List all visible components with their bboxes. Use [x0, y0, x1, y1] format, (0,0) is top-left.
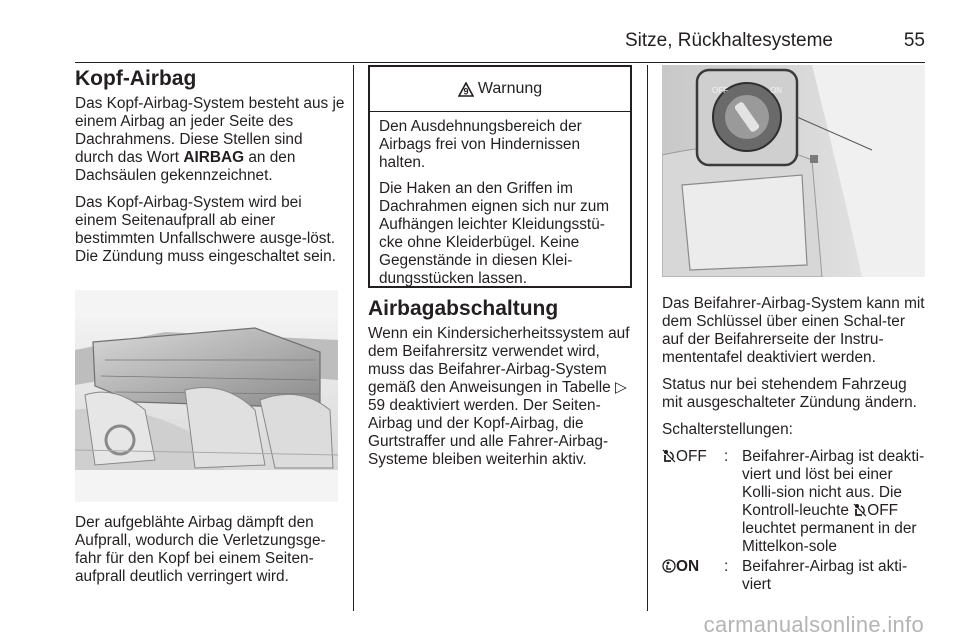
page-reference-arrow-icon: ▷: [615, 379, 627, 396]
photo-caption-block: [75, 514, 345, 595]
header-rule: [75, 62, 925, 63]
switch-desc-on: Beifahrer-Airbag ist akti-viert: [742, 558, 908, 593]
airbag-on-icon: [662, 559, 676, 573]
warning-paragraph-1: Den Ausdehnungsbereich der Airbags frei von Hindernissen halten.: [379, 118, 582, 171]
paragraph-status-change: Status nur bei stehendem Fahrzeug mit ausgeschalteter Zündung ändern.: [662, 376, 917, 411]
svg-text:OFF: OFF: [712, 86, 728, 95]
paragraph-switch-positions: Schalterstellungen:: [662, 421, 793, 438]
warning-triangle-icon: [458, 82, 474, 97]
column-divider-left: [353, 65, 354, 611]
column-2: [368, 297, 636, 478]
glovebox-switch-photo: [662, 65, 925, 277]
column-1: [75, 67, 345, 275]
warning-box: [368, 65, 632, 288]
svg-text:ON: ON: [770, 86, 782, 95]
column-divider-right: [647, 65, 648, 611]
heading-airbagabschaltung: Airbagabschaltung: [368, 297, 559, 320]
paragraph-key-switch: Das Beifahrer-Airbag-System kann mit dem Schlüssel über einen Schal-ter auf der Beifahrerseite der Instru-mententafel deaktiviert werden.: [662, 295, 925, 366]
page-reference[interactable]: 59: [368, 397, 386, 414]
switch-key-on: ON: [662, 558, 724, 594]
section-title: Sitze, Rückhaltesysteme: [624, 30, 833, 51]
page-number: 55: [903, 30, 925, 51]
page-header: [75, 30, 925, 62]
curtain-airbag-photo: [75, 290, 338, 502]
switch-key-off: OFF: [662, 448, 724, 556]
switch-row-on: ON : Beifahrer-Airbag ist akti-viert: [662, 558, 925, 594]
switch-row-off: OFF : Beifahrer-Airbag ist deakti-viert und löst bei einer Kolli-sion nicht aus. Die Kontroll-leuchte OFF leuchtet permanent in der Mittelkon-sole: [662, 448, 925, 556]
paragraph-deployment: Das Kopf-Airbag-System wird bei einem Seitenaufprall ab einer bestimmten Unfallschwere ausge-löst. Die Zündung muss eingeschaltet sein.: [75, 194, 336, 265]
warning-header: [370, 67, 630, 112]
switch-desc-off: Beifahrer-Airbag ist deakti-viert und löst bei einer Kolli-sion nicht aus. Die Kontroll-leuchte OFF leuchtet permanent in der Mittelkon-sole: [742, 448, 925, 555]
warning-body: [370, 112, 630, 288]
paragraph-intro: Das Kopf-Airbag-System besteht aus je einem Airbag an jeder Seite des Dachrahmens. Diese Stellen sind durch das Wort AIRBAG an den Dachsäulen gekennzeichnet.: [75, 95, 345, 184]
paragraph-caption: Der aufgeblähte Airbag dämpft den Aufprall, wodurch die Verletzungsge-fahr für den Kopf bei einem Seiten-aufprall deutlich verringert wird.: [75, 514, 326, 585]
airbag-off-indicator-icon: [853, 503, 867, 517]
svg-text:9: 9: [463, 86, 469, 96]
column-3: [662, 295, 925, 594]
airbag-label: AIRBAG: [183, 149, 245, 166]
watermark: carmanualsonline.info: [703, 612, 924, 637]
warning-title: Warnung: [477, 80, 543, 97]
airbag-off-icon: [662, 449, 676, 463]
paragraph-deactivation: Wenn ein Kindersicherheitssystem auf dem Beifahrersitz verwendet wird, muss das Beifahrer-Airbag-System gemäß den Anweisungen in Tabelle ▷ 59 deaktiviert werden. Der Seiten-Airbag und der Kopf-Airbag, die Gurtstraffer und alle Fahrer-Airbag-Systeme bleiben weiterhin aktiv.: [368, 325, 630, 468]
heading-kopf-airbag: Kopf-Airbag: [75, 67, 197, 90]
warning-paragraph-2: Die Haken an den Griffen im Dachrahmen eignen sich nur zum Aufhängen leichter Kleidungsstü-cke ohne Kleiderbügel. Keine Gegenstände in diesen Klei-dungsstücken lassen.: [379, 180, 610, 287]
